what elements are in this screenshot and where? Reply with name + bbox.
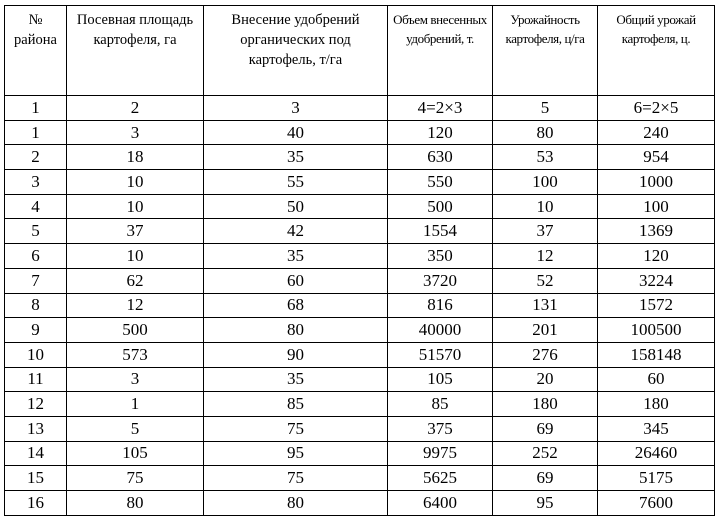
- yield-cell: 69: [493, 466, 598, 491]
- header-district-number: № района: [5, 6, 67, 96]
- district-number-cell: 15: [5, 466, 67, 491]
- table-row: [5, 466, 715, 491]
- table-row: [5, 367, 715, 392]
- fertilizer-rate-cell: 40: [204, 120, 388, 145]
- yield-cell: 69: [493, 416, 598, 441]
- table-row: [5, 194, 715, 219]
- fertilizer-rate-cell: 35: [204, 145, 388, 170]
- yield-cell: 53: [493, 145, 598, 170]
- fertilizer-volume-cell: 3720: [388, 268, 493, 293]
- table-row: [5, 145, 715, 170]
- sown-area-cell: 500: [67, 318, 204, 343]
- sown-area-cell: 75: [67, 466, 204, 491]
- fertilizer-volume-cell: 350: [388, 244, 493, 269]
- yield-cell: 276: [493, 342, 598, 367]
- yield-cell: 10: [493, 194, 598, 219]
- yield-cell: 100: [493, 170, 598, 195]
- index-cell: 2: [67, 96, 204, 121]
- fertilizer-volume-cell: 630: [388, 145, 493, 170]
- sown-area-cell: 1: [67, 392, 204, 417]
- fertilizer-volume-cell: 85: [388, 392, 493, 417]
- sown-area-cell: 80: [67, 491, 204, 516]
- district-number-cell: 11: [5, 367, 67, 392]
- total-harvest-cell: 1572: [598, 293, 715, 318]
- total-harvest-cell: 345: [598, 416, 715, 441]
- table-row: [5, 318, 715, 343]
- district-number-cell: 4: [5, 194, 67, 219]
- yield-cell: 37: [493, 219, 598, 244]
- sown-area-cell: 18: [67, 145, 204, 170]
- column-index-row: [5, 96, 715, 121]
- header-yield: Урожайность картофеля, ц/га: [493, 6, 598, 96]
- sown-area-cell: 5: [67, 416, 204, 441]
- fertilizer-volume-cell: 51570: [388, 342, 493, 367]
- district-number-cell: 5: [5, 219, 67, 244]
- index-cell: 6=2×5: [598, 96, 715, 121]
- fertilizer-volume-cell: 9975: [388, 441, 493, 466]
- fertilizer-volume-cell: 375: [388, 416, 493, 441]
- total-harvest-cell: 3224: [598, 268, 715, 293]
- yield-cell: 52: [493, 268, 598, 293]
- fertilizer-rate-cell: 35: [204, 244, 388, 269]
- district-number-cell: 3: [5, 170, 67, 195]
- fertilizer-volume-cell: 120: [388, 120, 493, 145]
- sown-area-cell: 12: [67, 293, 204, 318]
- district-number-cell: 13: [5, 416, 67, 441]
- fertilizer-rate-cell: 90: [204, 342, 388, 367]
- table-row: [5, 120, 715, 145]
- index-cell: 1: [5, 96, 67, 121]
- fertilizer-volume-cell: 500: [388, 194, 493, 219]
- district-number-cell: 8: [5, 293, 67, 318]
- sown-area-cell: 3: [67, 120, 204, 145]
- district-number-cell: 1: [5, 120, 67, 145]
- fertilizer-volume-cell: 5625: [388, 466, 493, 491]
- fertilizer-rate-cell: 68: [204, 293, 388, 318]
- sown-area-cell: 3: [67, 367, 204, 392]
- yield-cell: 252: [493, 441, 598, 466]
- table-body: [5, 96, 715, 516]
- header-total-harvest: Общий урожай картофеля, ц.: [598, 6, 715, 96]
- total-harvest-cell: 7600: [598, 491, 715, 516]
- fertilizer-volume-cell: 550: [388, 170, 493, 195]
- fertilizer-rate-cell: 55: [204, 170, 388, 195]
- table-row: [5, 416, 715, 441]
- fertilizer-volume-cell: 105: [388, 367, 493, 392]
- fertilizer-rate-cell: 80: [204, 491, 388, 516]
- index-cell: 5: [493, 96, 598, 121]
- district-number-cell: 14: [5, 441, 67, 466]
- table-row: [5, 244, 715, 269]
- sown-area-cell: 10: [67, 170, 204, 195]
- header-sown-area: Посевная площадь картофеля, га: [67, 6, 204, 96]
- yield-cell: 80: [493, 120, 598, 145]
- fertilizer-rate-cell: 75: [204, 466, 388, 491]
- total-harvest-cell: 5175: [598, 466, 715, 491]
- yield-cell: 131: [493, 293, 598, 318]
- sown-area-cell: 37: [67, 219, 204, 244]
- total-harvest-cell: 100500: [598, 318, 715, 343]
- fertilizer-rate-cell: 42: [204, 219, 388, 244]
- sown-area-cell: 62: [67, 268, 204, 293]
- fertilizer-volume-cell: 6400: [388, 491, 493, 516]
- fertilizer-volume-cell: 1554: [388, 219, 493, 244]
- yield-cell: 20: [493, 367, 598, 392]
- total-harvest-cell: 26460: [598, 441, 715, 466]
- fertilizer-rate-cell: 50: [204, 194, 388, 219]
- total-harvest-cell: 954: [598, 145, 715, 170]
- fertilizer-rate-cell: 35: [204, 367, 388, 392]
- yield-cell: 180: [493, 392, 598, 417]
- header-fertilizer-volume: Объем внесенных удобрений, т.: [388, 6, 493, 96]
- total-harvest-cell: 158148: [598, 342, 715, 367]
- district-number-cell: 7: [5, 268, 67, 293]
- table-row: [5, 170, 715, 195]
- district-number-cell: 16: [5, 491, 67, 516]
- total-harvest-cell: 100: [598, 194, 715, 219]
- table-row: [5, 293, 715, 318]
- sown-area-cell: 573: [67, 342, 204, 367]
- district-number-cell: 10: [5, 342, 67, 367]
- table-row: [5, 441, 715, 466]
- yield-cell: 95: [493, 491, 598, 516]
- fertilizer-rate-cell: 85: [204, 392, 388, 417]
- total-harvest-cell: 120: [598, 244, 715, 269]
- district-number-cell: 6: [5, 244, 67, 269]
- potato-data-table: [4, 5, 715, 516]
- total-harvest-cell: 240: [598, 120, 715, 145]
- table-row: [5, 268, 715, 293]
- district-number-cell: 2: [5, 145, 67, 170]
- total-harvest-cell: 180: [598, 392, 715, 417]
- total-harvest-cell: 1000: [598, 170, 715, 195]
- index-cell: 4=2×3: [388, 96, 493, 121]
- yield-cell: 12: [493, 244, 598, 269]
- sown-area-cell: 10: [67, 244, 204, 269]
- fertilizer-volume-cell: 816: [388, 293, 493, 318]
- fertilizer-rate-cell: 75: [204, 416, 388, 441]
- fertilizer-volume-cell: 40000: [388, 318, 493, 343]
- header-row: [5, 6, 715, 96]
- table-row: [5, 392, 715, 417]
- table-row: [5, 342, 715, 367]
- index-cell: 3: [204, 96, 388, 121]
- table-row: [5, 219, 715, 244]
- total-harvest-cell: 60: [598, 367, 715, 392]
- total-harvest-cell: 1369: [598, 219, 715, 244]
- header-fertilizer-rate: Внесение удобрений органических под картофель, т/га: [204, 6, 388, 96]
- district-number-cell: 12: [5, 392, 67, 417]
- fertilizer-rate-cell: 60: [204, 268, 388, 293]
- yield-cell: 201: [493, 318, 598, 343]
- potato-data-table-container: [4, 5, 715, 516]
- district-number-cell: 9: [5, 318, 67, 343]
- fertilizer-rate-cell: 95: [204, 441, 388, 466]
- sown-area-cell: 105: [67, 441, 204, 466]
- fertilizer-rate-cell: 80: [204, 318, 388, 343]
- table-row: [5, 491, 715, 516]
- sown-area-cell: 10: [67, 194, 204, 219]
